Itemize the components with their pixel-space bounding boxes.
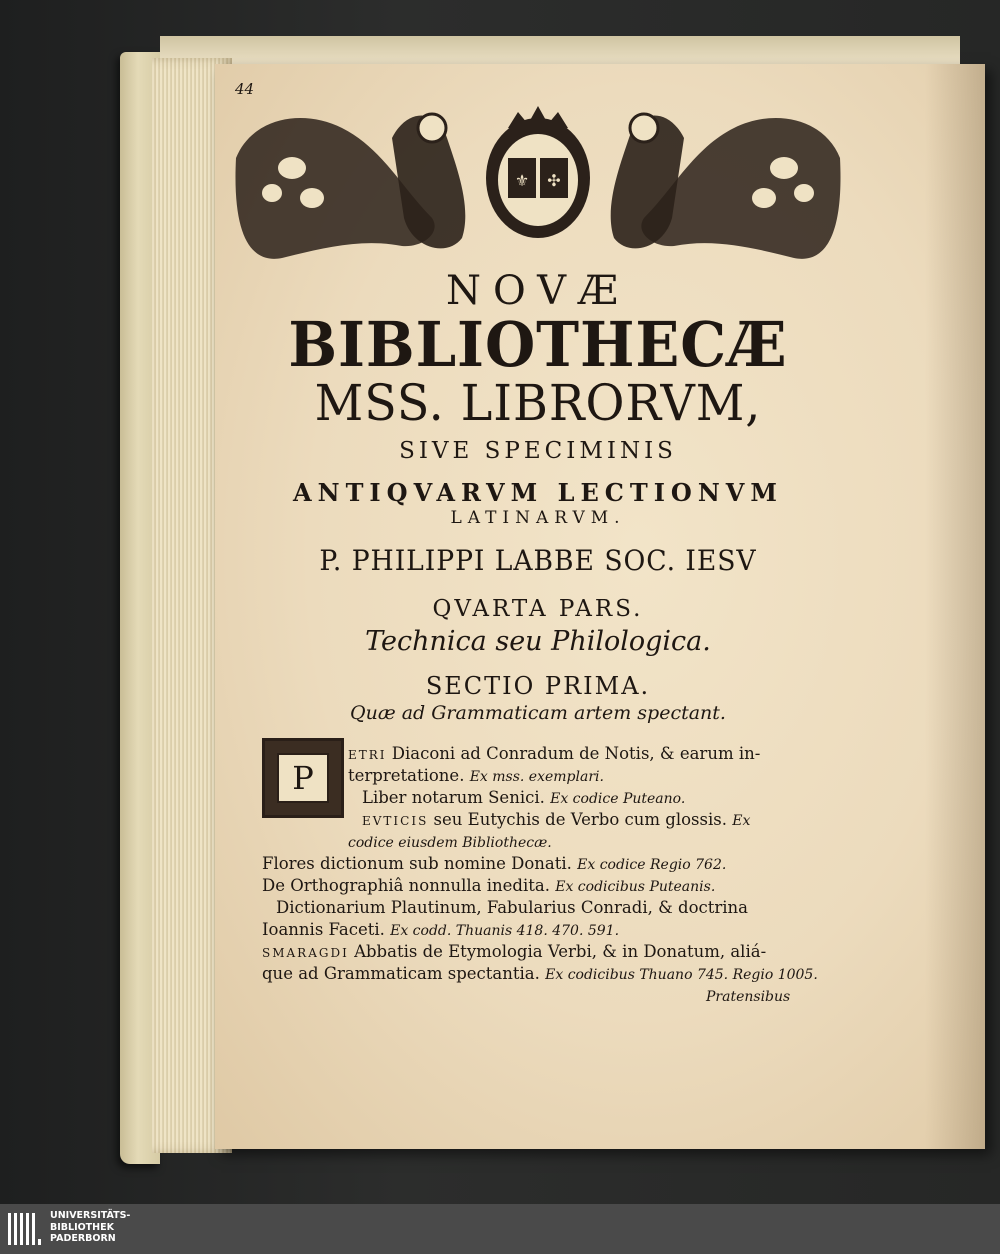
page-top-edge [160, 36, 960, 66]
entry-line: SMARAGDI Abbatis de Etymologia Verbi, & in Donatum, aliá- [262, 942, 767, 961]
institution-line: BIBLIOTHEK [50, 1221, 114, 1233]
ornamental-headpiece [232, 98, 844, 266]
entry-line: terpretatione. Ex mss. exemplari. [348, 766, 604, 785]
title-line-6: LATINARVM. [450, 508, 626, 528]
institution-line: PADERBORN [50, 1233, 116, 1244]
institution-line: UNIVERSITÄTS- [50, 1210, 131, 1221]
entry-line: Liber notarum Senici. Ex codice Puteano. [362, 788, 686, 807]
entry-line: codice eiusdem Bibliothecæ. [348, 835, 552, 851]
title-line-3: MSS. LIBRORVM, [314, 374, 762, 432]
library-logo-icon [6, 1209, 42, 1249]
part-heading: QVARTA PARS. [432, 596, 644, 622]
title-line-4: SIVE SPECIMINIS [399, 438, 677, 464]
footer-bar [0, 1204, 1000, 1254]
svg-text:⚜: ⚜ [514, 171, 530, 190]
title-line-1: NOVÆ [445, 268, 630, 314]
entry-line: Ioannis Faceti. Ex codd. Thuanis 418. 470. 591. [262, 920, 620, 939]
institution-name [50, 1210, 130, 1245]
svg-text:✣: ✣ [547, 171, 561, 190]
drop-cap-letter: P [277, 753, 329, 803]
gutter-shade [925, 64, 985, 1149]
entry-line: ETRI Diaconi ad Conradum de Notis, & earum in- [348, 744, 761, 763]
entry-line: que ad Grammaticam spectantia. Ex codicibus Thuano 745. Regio 1005. [262, 964, 818, 983]
drop-cap-frame [262, 738, 344, 818]
section-heading: SECTIO PRIMA. [425, 672, 651, 700]
section-subtitle: Quæ ad Grammaticam artem spectant. [350, 702, 726, 724]
title-line-5: ANTIQVARVM LECTIONVM [293, 478, 783, 507]
catchword: Pratensibus [706, 989, 791, 1005]
part-subtitle: Technica seu Philologica. [365, 626, 711, 657]
entry-line: De Orthographiâ nonnulla inedita. Ex codicibus Puteanis. [262, 876, 716, 895]
page-number: 44 [235, 80, 255, 98]
author-line: P. PHILIPPI LABBE SOC. IESV [319, 544, 757, 577]
entry-line: EVTICIS seu Eutychis de Verbo cum glossis. Ex [362, 810, 751, 829]
entry-line: Flores dictionum sub nomine Donati. Ex codice Regio 762. [262, 854, 727, 873]
title-line-2: BIBLIOTHECÆ [288, 308, 788, 381]
entry-line: Dictionarium Plautinum, Fabularius Conradi, & doctrina [276, 898, 749, 917]
